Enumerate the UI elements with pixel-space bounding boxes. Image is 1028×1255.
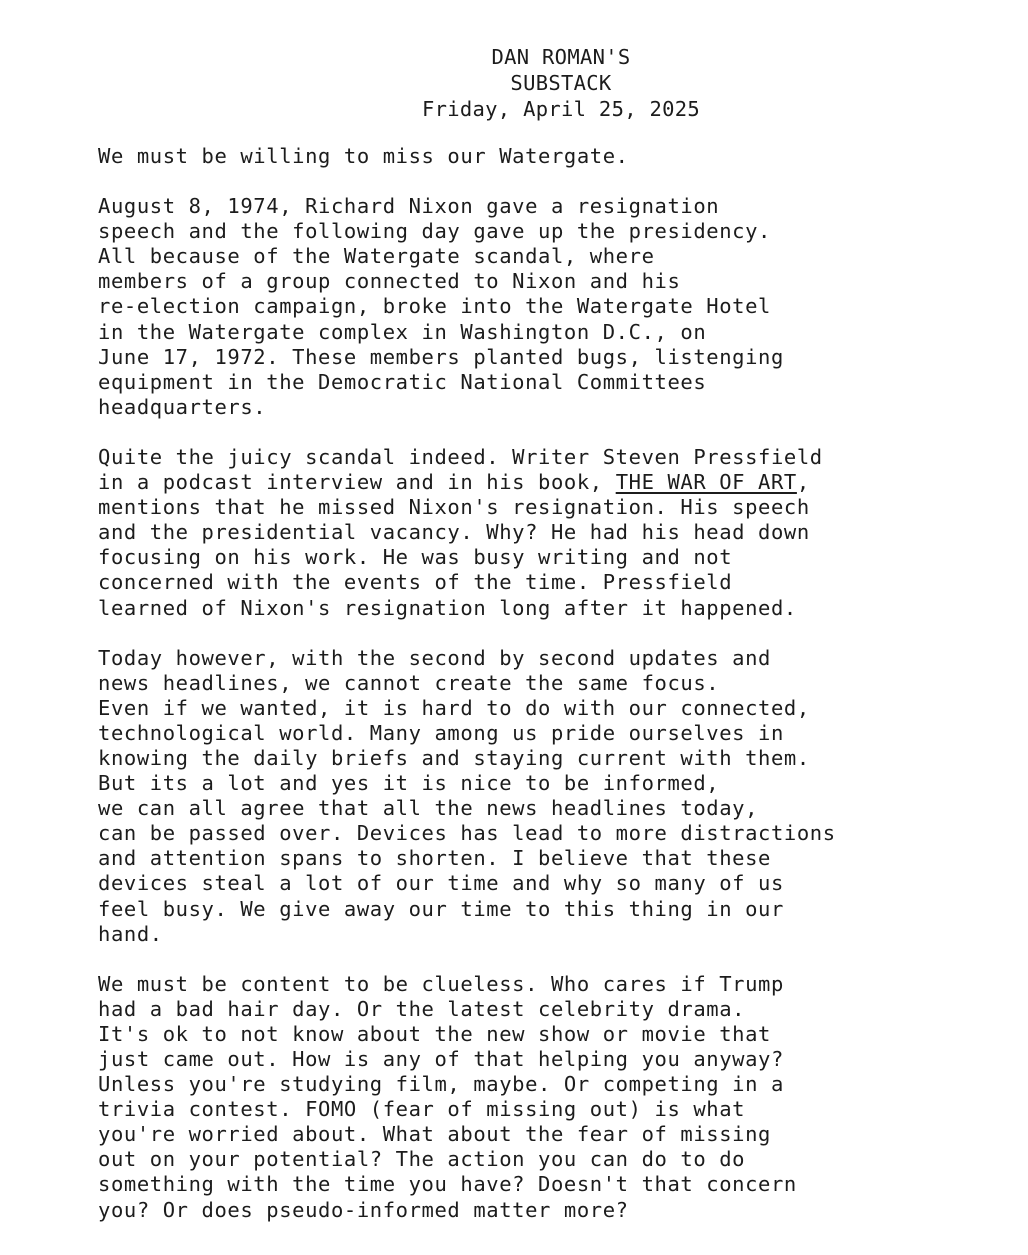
text-line: equipment in the Democratic National Committees <box>98 369 707 394</box>
text-line: devices steal a lot of our time and why so many of us <box>98 871 784 896</box>
text-line: All because of the Watergate scandal, where <box>98 244 655 269</box>
text-line: Today however, with the second by second updates and <box>98 645 771 670</box>
paragraph-watergate-history <box>98 194 998 420</box>
document-header <box>0 44 1028 122</box>
paragraph-pressfield <box>98 445 998 621</box>
paragraph-content-to-be-clueless <box>98 972 998 1223</box>
text-line: we can all agree that all the news headlines today, <box>98 796 759 821</box>
text-line: something with the time you have? Doesn't that concern <box>98 1172 797 1197</box>
text-line: We must be content to be clueless. Who cares if Trump <box>98 971 784 996</box>
text-line: mentions that he missed Nixon's resignation. His speech <box>98 495 810 520</box>
text-line: June 17, 1972. These members planted bugs, listenging <box>98 344 784 369</box>
text-line: We must be willing to miss our Watergate. <box>98 144 629 168</box>
text-line: Unless you're studying film, maybe. Or competing in a <box>98 1072 784 1097</box>
text-line: learned of Nixon's resignation long after it happened. <box>98 595 797 620</box>
text-line: hand. <box>98 921 163 946</box>
text-line: headquarters. <box>98 394 267 419</box>
text-line: knowing the daily briefs and staying current with them. <box>98 745 810 770</box>
text-line: you're worried about. What about the fear of missing <box>98 1122 771 1147</box>
paragraph-opening <box>98 144 998 169</box>
text-line: news headlines, we cannot create the same focus. <box>98 670 720 695</box>
text-line: members of a group connected to Nixon and his <box>98 269 681 294</box>
text-line: But its a lot and yes it is nice to be informed, <box>98 771 720 796</box>
text-line: can be passed over. Devices has lead to more distractions <box>98 821 836 846</box>
text-line: It's ok to not know about the new show or movie that <box>98 1021 771 1046</box>
text-line: trivia contest. FOMO (fear of missing out) is what <box>98 1097 746 1122</box>
text-line: in the Watergate complex in Washington D.C., on <box>98 319 707 344</box>
text-line: you? Or does pseudo-informed matter more? <box>98 1197 629 1222</box>
text-line: Quite the juicy scandal indeed. Writer Steven Pressfield <box>98 444 823 469</box>
text-line: technological world. Many among us pride ourselves in <box>98 720 784 745</box>
book-title: THE WAR OF ART <box>615 470 797 495</box>
text-line: speech and the following day gave up the presidency. <box>98 219 771 244</box>
text-line: Even if we wanted, it is hard to do with our connected, <box>98 695 810 720</box>
text-fragment: in a podcast interview and in his book, <box>98 470 616 495</box>
text-line: re-election campaign, broke into the Watergate Hotel <box>98 294 771 319</box>
publication-line: SUBSTACK <box>510 71 612 95</box>
text-line: and the presidential vacancy. Why? He had his head down <box>98 520 810 545</box>
text-line: feel busy. We give away our time to this thing in our <box>98 896 784 921</box>
book-title-suffix: , <box>796 470 810 495</box>
author-line: DAN ROMAN'S <box>491 45 631 69</box>
text-line: concerned with the events of the time. Pressfield <box>98 570 733 595</box>
text-line-with-book-title <box>98 470 998 495</box>
text-line: had a bad hair day. Or the latest celebrity drama. <box>98 996 746 1021</box>
text-line: out on your potential? The action you can do to do <box>98 1147 746 1172</box>
text-line: just came out. How is any of that helping you anyway? <box>98 1047 784 1071</box>
text-line: and attention spans to shorten. I believe that these <box>98 846 771 871</box>
date-line: Friday, April 25, 2025 <box>421 97 701 121</box>
article-body <box>98 144 998 1248</box>
paragraph-distractions <box>98 646 998 947</box>
text-line: August 8, 1974, Richard Nixon gave a resignation <box>98 194 720 219</box>
text-line: focusing on his work. He was busy writing and not <box>98 545 733 570</box>
